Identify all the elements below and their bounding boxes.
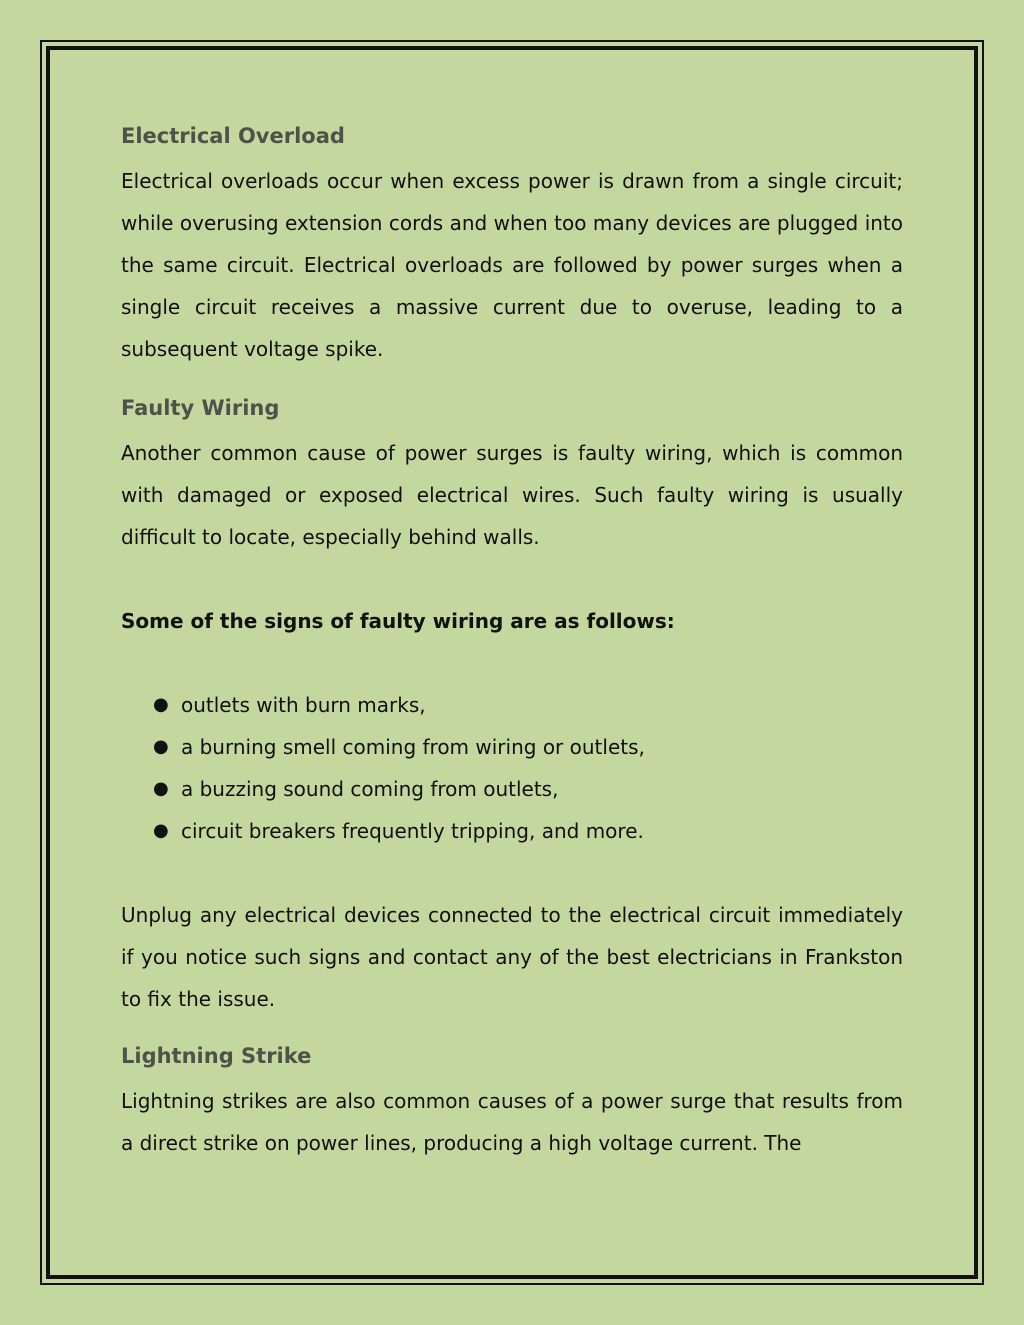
paragraph-advice: Unplug any electrical devices connected to the electrical circuit immediately if you notice such signs and contact any of the best electricians in Frankston to fix the issue.	[121, 903, 903, 1011]
heading-faulty-wiring: Faulty Wiring	[121, 396, 280, 420]
list-item	[121, 726, 903, 768]
list-item-text: outlets with burn marks,	[181, 693, 426, 717]
list-item	[121, 768, 903, 810]
signs-list	[121, 684, 903, 852]
list-item-text: a burning smell coming from wiring or outlets,	[181, 735, 645, 759]
list-item	[121, 810, 903, 852]
bullet-icon: ●	[153, 694, 169, 715]
heading-electrical-overload: Electrical Overload	[121, 124, 345, 148]
paragraph-electrical-overload: Electrical overloads occur when excess power is drawn from a single circuit; while overusing extension cords and when too many devices are plugged into the same circuit. Electrical overloads are followed by power surges when a single circuit receives a massive current due to overuse, leading to a subsequent voltage spike.	[121, 169, 903, 361]
bullet-icon: ●	[153, 736, 169, 757]
bullet-icon: ●	[153, 820, 169, 841]
paragraph-lightning-strike: Lightning strikes are also common causes of a power surge that results from a direct strike on power lines, producing a high voltage current. The	[121, 1089, 903, 1155]
document-body	[121, 118, 903, 1164]
heading-lightning-strike: Lightning Strike	[121, 1044, 312, 1068]
signs-list-title: Some of the signs of faulty wiring are as follows:	[121, 609, 675, 633]
list-item	[121, 684, 903, 726]
list-item-text: circuit breakers frequently tripping, and more.	[181, 819, 644, 843]
paragraph-faulty-wiring: Another common cause of power surges is faulty wiring, which is common with damaged or exposed electrical wires. Such faulty wiring is usually difficult to locate, especially behind walls.	[121, 441, 903, 549]
list-item-text: a buzzing sound coming from outlets,	[181, 777, 559, 801]
bullet-icon: ●	[153, 778, 169, 799]
